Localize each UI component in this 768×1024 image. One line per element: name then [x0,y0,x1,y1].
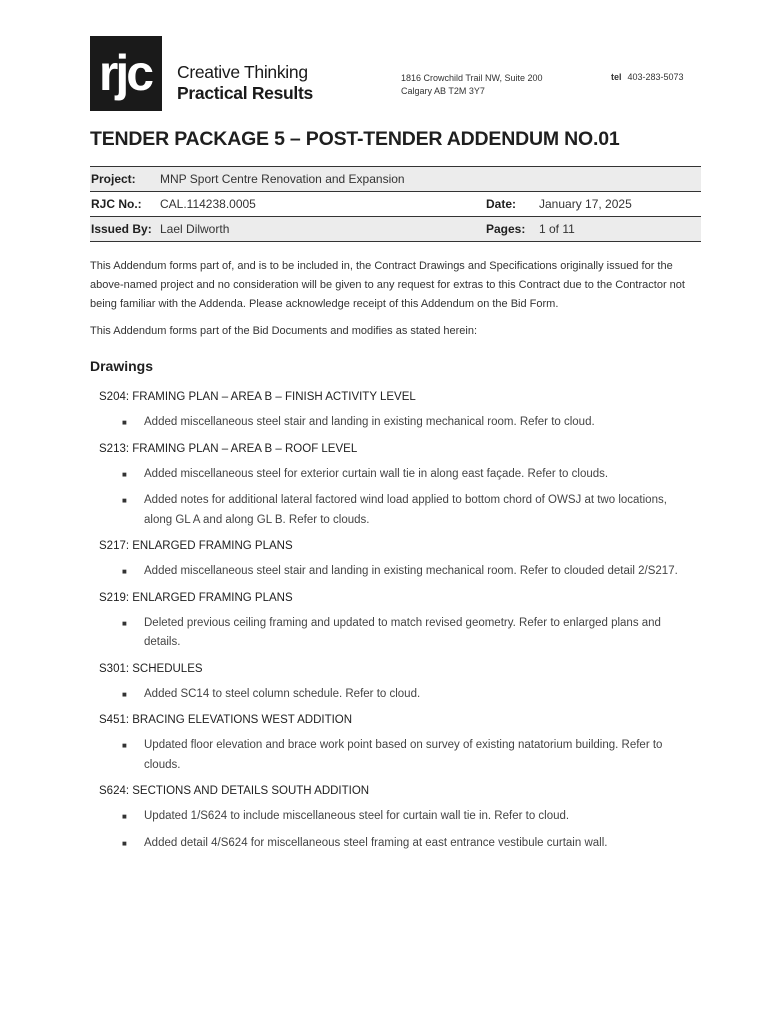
square-bullet-icon: ■ [122,741,127,750]
list-item-text: Updated 1/S624 to include miscellaneous steel for curtain wall tie in. Refer to cloud. [144,810,570,822]
company-phone [611,72,684,82]
square-bullet-icon: ■ [122,618,127,628]
sheet-group [90,537,702,582]
tagline-line-1: Creative Thinking [177,62,308,82]
bid-documents-paragraph: This Addendum forms part of the Bid Documents and modifies as stated herein: [90,325,478,337]
issued-by-label: Issued By: [91,222,152,236]
sheet-title: S213: FRAMING PLAN – AREA B – ROOF LEVEL [99,442,358,455]
list-item [90,614,702,653]
list-item-text: Deleted previous ceiling framing and updated to match revised geometry. Refer to enlarged plans and details. [144,616,661,648]
sheet-title: S219: ENLARGED FRAMING PLANS [99,591,293,604]
project-info-table [90,166,701,242]
list-item-text: Added miscellaneous steel stair and landing in existing mechanical room. Refer to clouded detail 2/S217. [144,565,678,577]
rjc-number-label: RJC No.: [91,197,142,211]
square-bullet-icon: ■ [122,812,127,821]
date-label: Date: [486,197,517,211]
phone-number: 403-283-5073 [627,72,684,82]
document-title: TENDER PACKAGE 5 – POST-TENDER ADDENDUM NO.01 [90,128,620,150]
list-item-text: Added SC14 to steel column schedule. Refer to cloud. [144,687,421,700]
list-item-text: Added miscellaneous steel for exterior curtain wall tie in along east façade. Refer to clouds. [144,467,609,480]
list-item [90,834,702,854]
project-value: MNP Sport Centre Renovation and Expansion [160,172,405,186]
company-address [401,72,543,98]
sheet-group [90,388,702,433]
rjc-number-row [90,192,701,217]
sheet-title: S204: FRAMING PLAN – AREA B – FINISH ACTIVITY LEVEL [99,391,416,403]
sheet-title: S624: SECTIONS AND DETAILS SOUTH ADDITION [99,785,370,797]
square-bullet-icon: ■ [122,418,127,427]
company-tagline [177,64,313,102]
issued-by-value: Lael Dilworth [160,222,230,236]
pages-value: 1 of 11 [539,222,575,236]
date-value: January 17, 2025 [539,197,632,211]
list-item-text: Added detail 4/S624 for miscellaneous steel framing at east entrance vestibule curtain wall. [144,836,608,849]
logo-text: rjc [98,45,152,101]
address-line-2: Calgary AB T2M 3Y7 [401,86,485,96]
list-item-text: Added miscellaneous steel stair and landing in existing mechanical room. Refer to cloud. [144,416,595,428]
sheet-group [90,440,702,531]
list-item-text: Added notes for additional lateral factored wind load applied to bottom chord of OWSJ at two locations, along GL A and along GL B. Refer to clouds. [144,494,667,526]
project-label: Project: [91,172,136,186]
list-item [90,736,702,775]
square-bullet-icon: ■ [122,689,127,699]
list-item-text: Updated floor elevation and brace work point based on survey of existing natatorium building. Refer to clouds. [144,739,663,771]
list-item [90,413,702,433]
square-bullet-icon: ■ [122,838,127,848]
drawings-heading: Drawings [90,358,154,374]
tagline-line-2: Practical Results [177,82,313,103]
sheet-group [90,589,702,653]
list-item [90,807,702,827]
sheet-title: S451: BRACING ELEVATIONS WEST ADDITION [99,714,353,726]
list-item [90,685,702,705]
project-row [90,167,701,192]
sheet-group [90,782,702,853]
sheet-title: S301: SCHEDULES [99,662,203,675]
pages-label: Pages: [486,222,526,236]
issued-by-row [90,217,701,242]
drawing-sheet-list [90,388,702,860]
square-bullet-icon: ■ [122,567,127,576]
sheet-group [90,660,702,705]
address-line-1: 1816 Crowchild Trail NW, Suite 200 [401,73,543,83]
intro-paragraph: This Addendum forms part of, and is to be included in, the Contract Drawings and Specifications originally issued for the above-named project and no consideration will be given to any request for extras to this Contract due to the Contractor not being familiar with the Addenda. Please acknowledge receipt of this Addendum on the Bid Form. [90,260,685,310]
list-item [90,491,702,530]
phone-label: tel [611,72,622,82]
list-item [90,562,702,582]
rjc-logo [90,36,162,111]
sheet-title: S217: ENLARGED FRAMING PLANS [99,540,293,552]
list-item [90,465,702,485]
rjc-number-value: CAL.114238.0005 [160,197,256,211]
square-bullet-icon: ■ [122,469,127,479]
square-bullet-icon: ■ [122,496,127,505]
sheet-group [90,711,702,775]
